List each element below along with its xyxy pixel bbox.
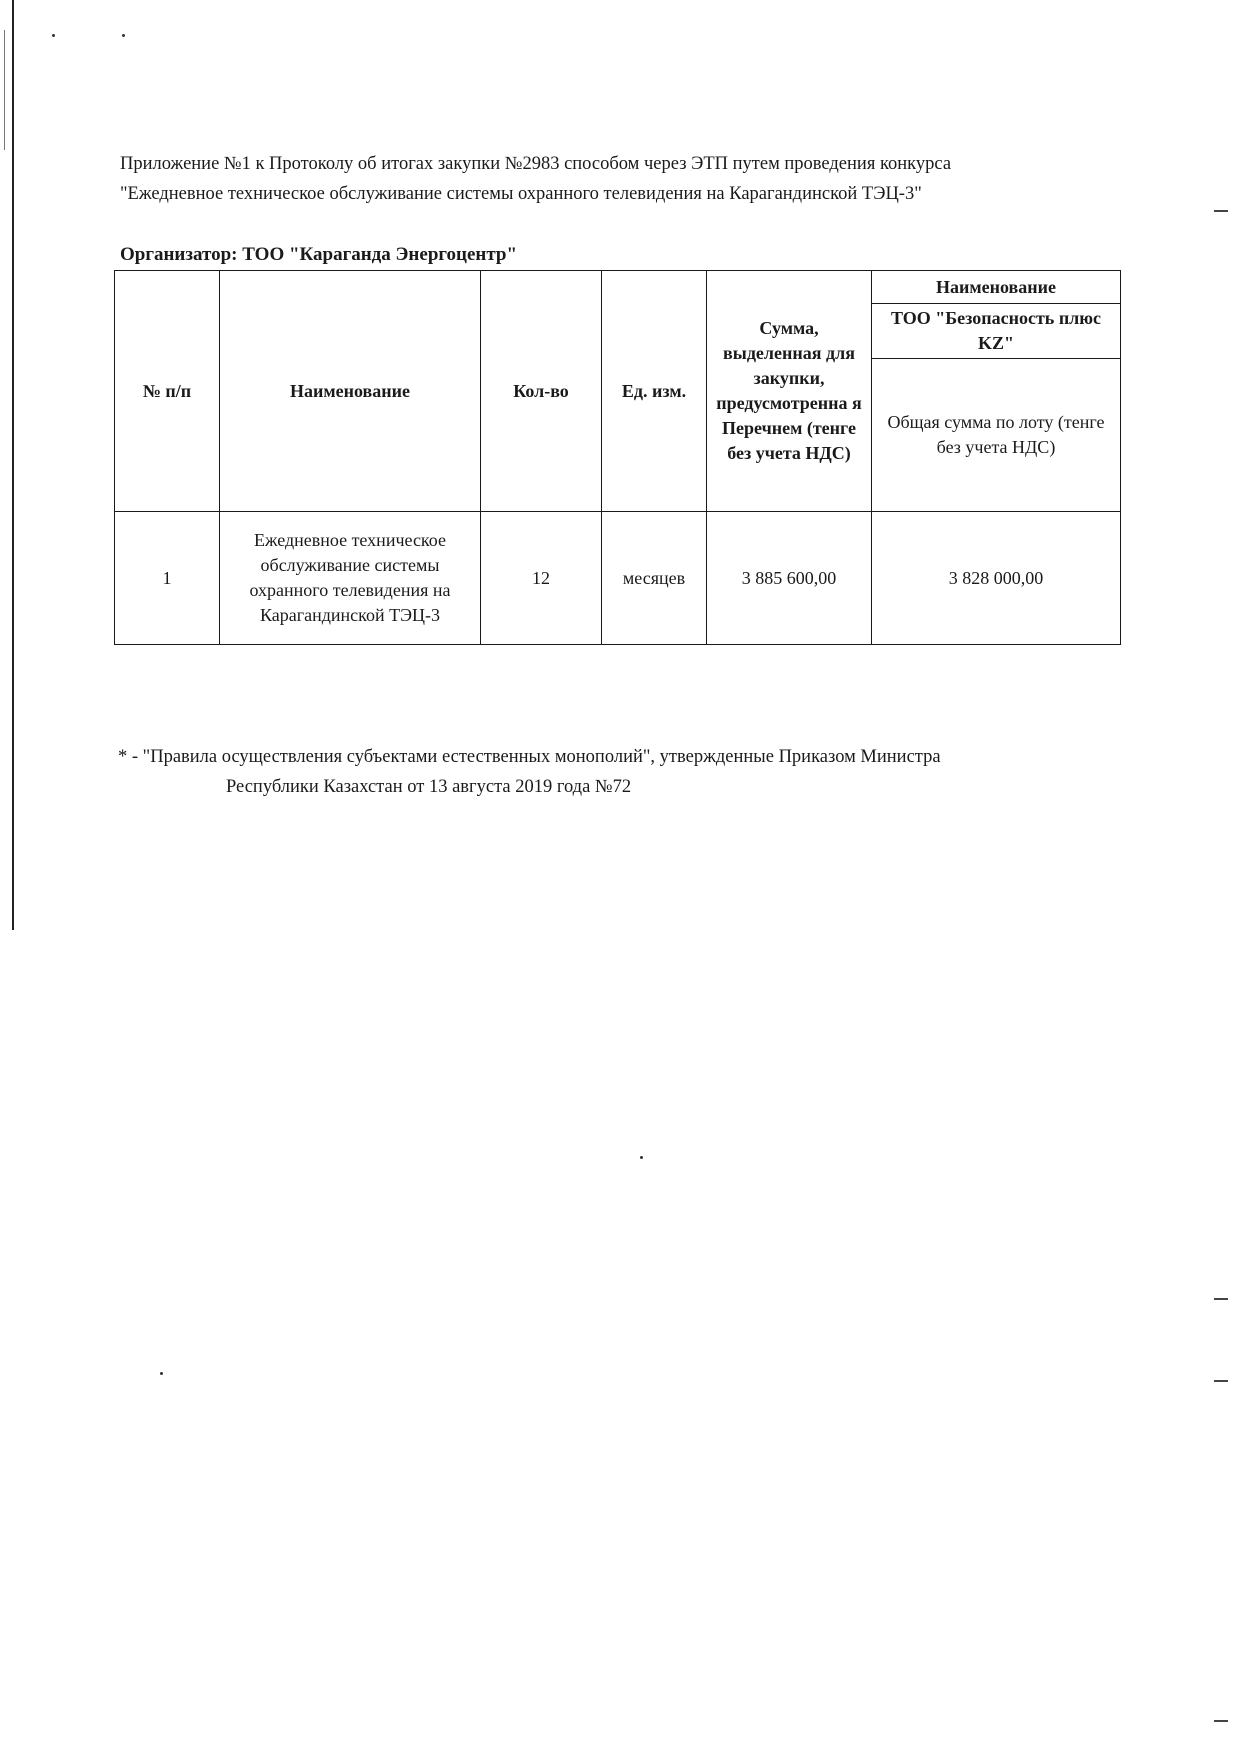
scan-edge-mark	[1214, 210, 1228, 212]
table-row	[115, 512, 1121, 645]
header-unit: Ед. изм.	[602, 271, 707, 512]
header-qty: Кол-во	[481, 271, 602, 512]
scan-edge-mark	[1214, 1298, 1228, 1300]
cell-unit: месяцев	[602, 512, 707, 645]
footnote-line-1: * - "Правила осуществления субъектами естественных монополий", утвержденные Приказом Министра	[118, 747, 941, 767]
scan-edge-line-thin	[4, 30, 5, 150]
scan-speck	[52, 34, 55, 37]
scan-speck	[160, 1372, 163, 1375]
cell-num: 1	[115, 512, 220, 645]
header-line-2: "Ежедневное техническое обслуживание системы охранного телевидения на Карагандинской ТЭЦ-3"	[120, 184, 922, 204]
results-table	[114, 270, 1121, 645]
cell-vendor-total: 3 828 000,00	[872, 512, 1121, 645]
scan-speck	[640, 1156, 643, 1159]
cell-qty: 12	[481, 512, 602, 645]
header-vendor-total: Общая сумма по лоту (тенге без учета НДС)	[872, 359, 1121, 512]
cell-sum: 3 885 600,00	[707, 512, 872, 645]
header-sum: Сумма, выделенная для закупки, предусмотренна я Перечнем (тенге без учета НДС)	[707, 271, 872, 512]
header-num: № п/п	[115, 271, 220, 512]
header-vendor-group: Наименование	[872, 271, 1121, 304]
header-name: Наименование	[220, 271, 481, 512]
scan-edge-line	[12, 0, 14, 930]
scan-edge-mark	[1214, 1380, 1228, 1382]
scan-speck	[122, 34, 125, 37]
organizer-title: Организатор: ТОО "Караганда Энергоцентр"	[120, 244, 518, 265]
cell-name: Ежедневное техническое обслуживание системы охранного телевидения на Карагандинской ТЭЦ-3	[220, 512, 481, 645]
header-vendor: ТОО "Безопасность плюс KZ"	[872, 304, 1121, 359]
header-line-1: Приложение №1 к Протоколу об итогах закупки №2983 способом через ЭТП путем проведения конкурса	[120, 154, 952, 174]
table-header-row	[115, 271, 1121, 304]
scan-edge-mark	[1214, 1720, 1228, 1722]
footnote-line-2: Республики Казахстан от 13 августа 2019 года №72	[226, 777, 632, 797]
